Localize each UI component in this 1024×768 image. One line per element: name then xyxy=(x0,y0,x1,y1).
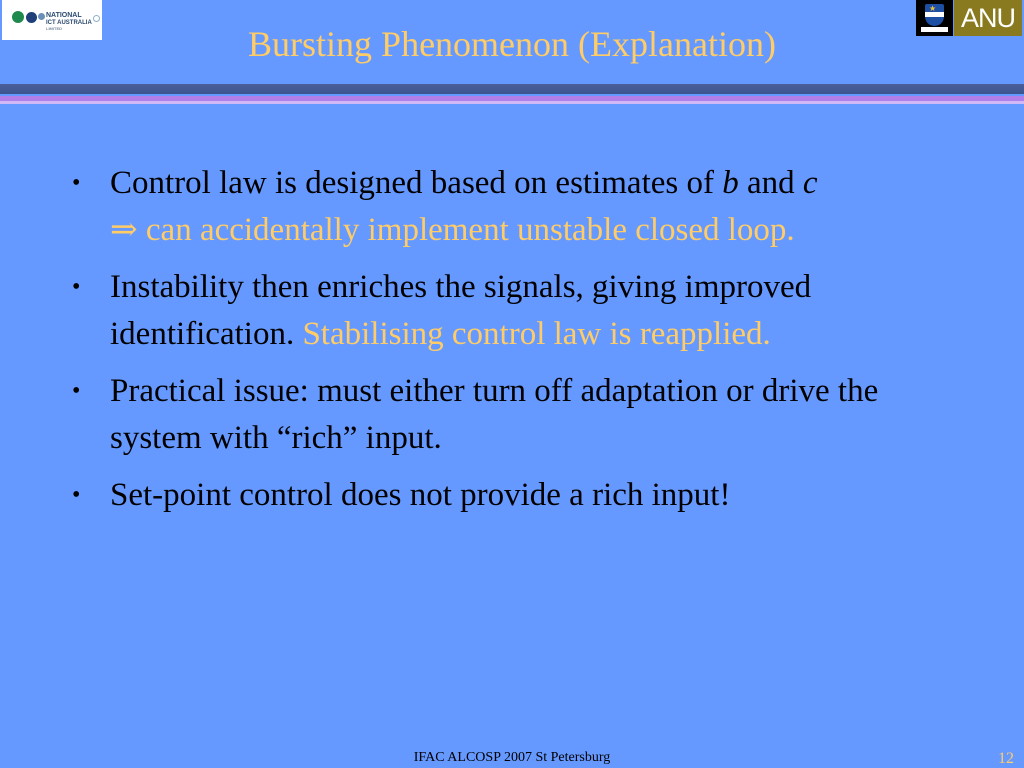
bullet-highlight-text: Stabilising control law is reapplied. xyxy=(302,316,771,352)
footer-conference: IFAC ALCOSP 2007 St Petersburg xyxy=(413,750,611,765)
title-divider-light xyxy=(0,101,1024,104)
bullet-dot: • xyxy=(72,274,81,300)
bullet-text: Control law is designed based on estimates of xyxy=(110,165,723,201)
logo-text-line2: ICT AUSTRALIA xyxy=(46,20,92,26)
bullet-item xyxy=(72,472,972,519)
slide-title: Bursting Phenomenon (Explanation) xyxy=(248,24,776,64)
bullet-text: Set-point control does not provide a rich input! xyxy=(110,477,731,513)
anu-wordmark: ANU xyxy=(954,0,1022,36)
logo-text-line1: NATIONAL xyxy=(46,12,82,19)
logo-dot-outline xyxy=(93,15,100,22)
bullet-dot: • xyxy=(72,378,81,404)
bullet-text: b xyxy=(722,165,739,201)
bullet-text: Instability then enriches the signals, giving improved identification. xyxy=(110,269,812,352)
page-number: 12 xyxy=(998,750,1014,767)
bullet-text: c xyxy=(802,165,818,201)
bullet-list xyxy=(72,160,972,529)
logo-text-line3: LIMITED xyxy=(46,26,62,31)
bullet-text: Practical issue: must either turn off adaptation or drive the system with “rich” input. xyxy=(110,373,879,456)
bullet-item xyxy=(72,368,972,462)
bullet-item xyxy=(72,264,972,358)
title-divider-dark xyxy=(0,84,1024,94)
bullet-dot: • xyxy=(72,170,81,196)
slide-footer xyxy=(0,748,1024,768)
bullet-highlight-text: ⇒ can accidentally implement unstable closed loop. xyxy=(110,212,795,248)
bullet-dot: • xyxy=(72,482,81,508)
bullet-item xyxy=(72,160,972,254)
bullet-text: and xyxy=(738,165,803,201)
logo-dot-small xyxy=(38,13,45,20)
anu-crest-icon: ★ xyxy=(916,0,953,36)
